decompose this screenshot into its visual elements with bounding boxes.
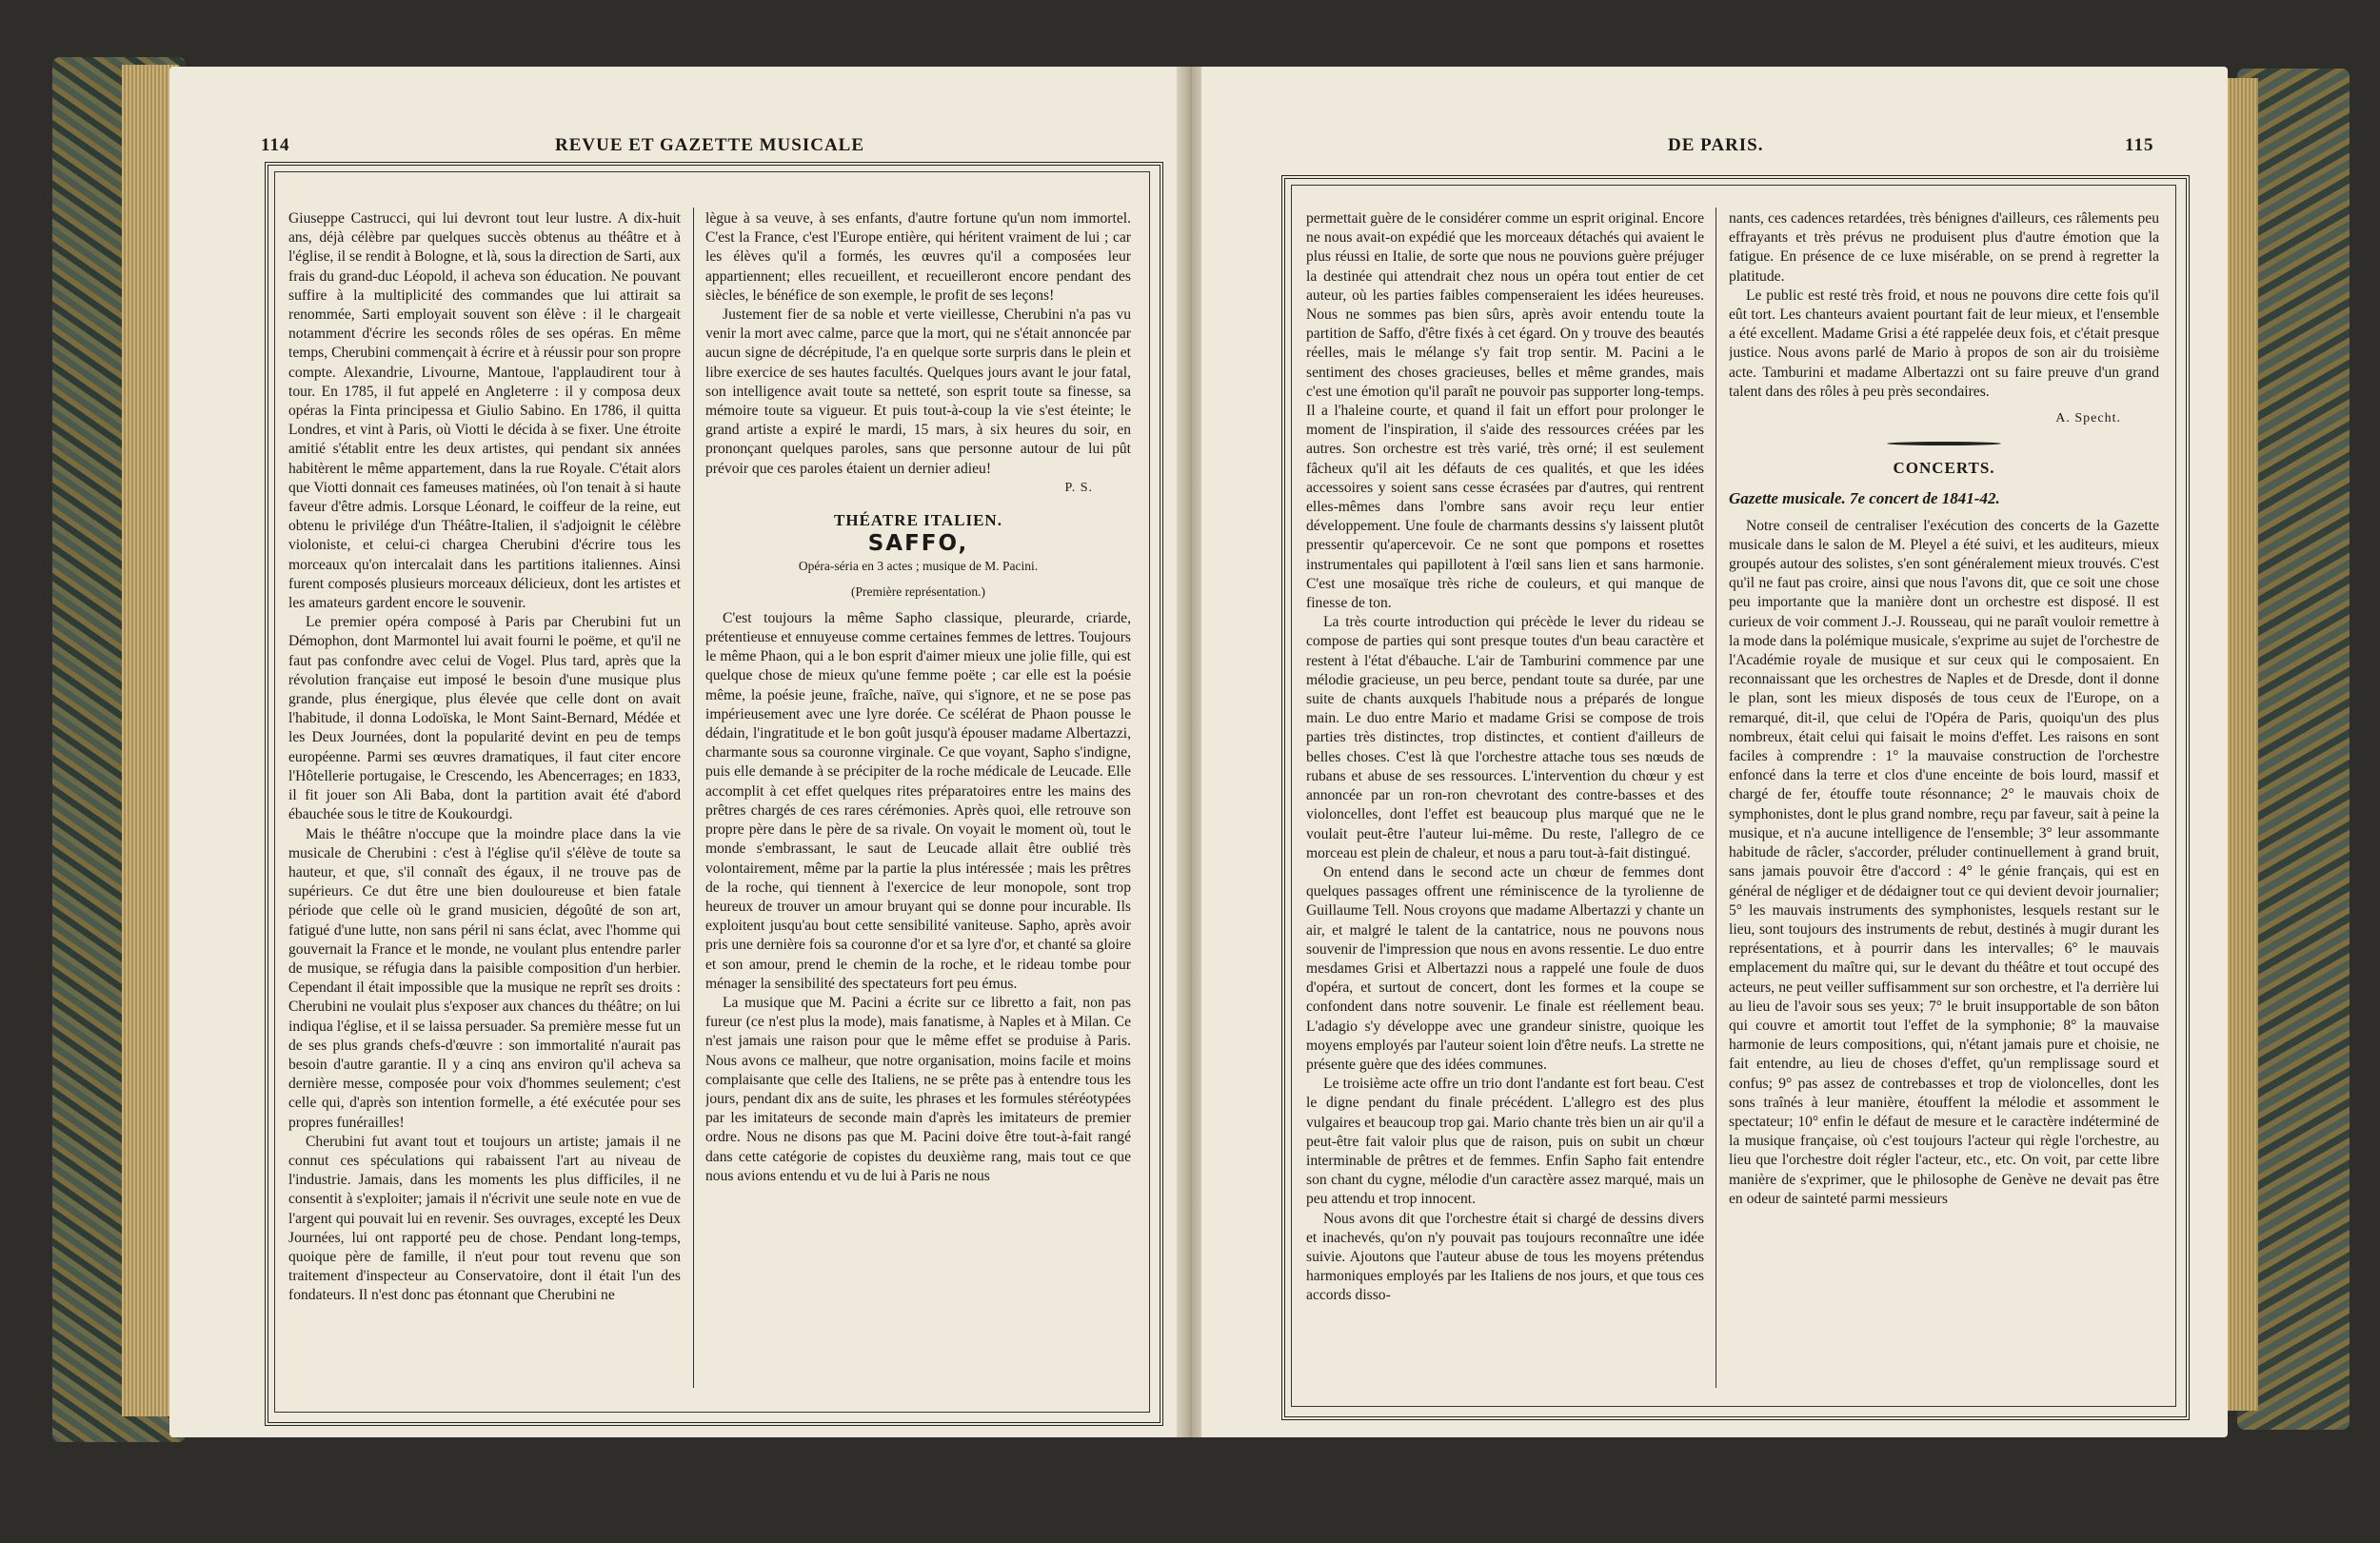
section-title: CONCERTS. (1893, 459, 1995, 478)
play-subtitle: Opéra-séria en 3 actes ; musique de M. Pacini. (798, 559, 1039, 574)
paragraph: nants, ces cadences retardées, très bénignes d'ailleurs, ces râlements peu effrayants et très prévus ne produisent plus d'autre émotion que la fatigue. En présence de ce luxe misérable, on se prend à regretter la platitude. (1729, 210, 2159, 285)
section-title: THÉATRE ITALIEN. (834, 511, 1002, 530)
right-page-number: 115 (2125, 135, 2154, 155)
play-title: SAFFO, (867, 531, 969, 557)
paragraph: Nous avons dit que l'orchestre était si chargé de dessins divers et inachevés, qu'on n'y pouvait pas toujours reconnaître une idée suivie. Ajoutons que l'auteur abuse de tous les moyens prétendus harmoniques employés par les Italiens de nos jours, et que tous ces accords disso- (1306, 1210, 1704, 1304)
paragraph: Justement fier de sa noble et verte vieillesse, Cherubini n'a pas vu venir la mort avec calme, parce que la mort, qui ne s'était annoncée par aucun signe de décrépitude, l'a en quelque sorte surpris dans le plein et libre exercice de ses hautes facultés. Quelques jours avant le jour fatal, son intelligence avait toute sa netteté, son esprit toute sa finesse, sa mémoire toute sa vigueur. Et puis tout-à-coup la vie s'est éteinte; le grand artiste a expiré le mardi, 15 mars, à six heures du soir, en prononçant quelques paroles, sans que personne autour de lui pût prévoir que ces paroles étaient un dernier adieu! (705, 307, 1131, 477)
paragraph: Le public est resté très froid, et nous ne pouvons dire cette fois qu'il eût tort. Les chanteurs avaient pourtant fait de leur mieux, et l'ensemble a été excellent. Madame Grisi a été rappelée deux fois, et c'était presque justice. Nous avons parlé de Mario à propos de son air du troisième acte. Tamburini et madame Albertazzi ont su faire preuve d'un grand talent dans des rôles à peu près secondaires. (1729, 287, 2159, 400)
paragraph: lègue à sa veuve, à ses enfants, d'autre fortune qu'un nom immortel. C'est la France, c'est l'Europe entière, qui héritent vraiment de lui ; car les élèves qu'il a formés, les œuvres qu'il a composées leur appartiennent; elles recueillent, et recueilleront encore pendant des siècles, le bénéfice de son exemple, le profit de ses leçons! (705, 210, 1131, 304)
signature: A. Specht. (2055, 411, 2121, 426)
ornament-rule (1887, 442, 2001, 445)
left-page-number: 114 (261, 135, 290, 155)
paragraph: On entend dans le second acte un chœur de femmes dont quelques passages offrent une réminiscence de la tyrolienne de Guillaume Tell. Nous croyons que madame Albertazzi y chante un air, et malgré le talent de la cantatrice, nous ne pouvons nous souvenir de l'impression que nous en avons ressentie. Le duo entre mesdames Grisi et Albertazzi nous a rappelé une foule de duos d'opéra, et surtout de concert, dont les formes et la coupe se confondent dans notre souvenir. Le finale est réellement beau. L'adagio s'y développe avec une grandeur sinistre, quoique les moyens employés par l'auteur soient loin d'être neufs. La strette ne présente guère que des idées communes. (1306, 863, 1704, 1073)
paragraph: Giuseppe Castrucci, qui lui devront tout leur lustre. A dix-huit ans, déjà célèbre par quelques succès obtenus au théâtre et à l'église, il se rendit à Bologne, et là, sous la direction de Sarti, aux frais du grand-duc Léopold, il acheva son éducation. Ne pouvant suffire à la multiplicité des commandes que lui attirait sa renommée, Sarti employait souvent son élève : il le chargeait notamment d'écrire les seconds rôles de ses opéras. En même temps, Cherubini commençait à écrire et à réussir pour son propre compte. Alexandrie, Livourne, Mantoue, l'applaudirent tour à tour. En 1785, il fut appelé en Angleterre : il y composa deux opéras la Finta principessa et Giulio Sabino. En 1786, il quitta Londres, et vint à Paris, où Viotti le décida à se fixer. Une étroite amitié s'établit entre les deux artistes, qui pendant six années habitèrent le même appartement, dans la rue Royale. C'était alors que Viotti donnait ces fameuses matinées, où l'on tenait à si haute faveur d'être admis. Lorsque Léonard, le coiffeur de la reine, eut obtenu le privilége d'un Théâtre-Italien, il s'adjoignit le célèbre violoniste, et celui-ci chargea Cherubini d'écrire tous les morceaux qu'on intercalait dans les partitions italiennes. Ainsi furent composés plusieurs morceaux délicieux, dont les artistes et les amateurs gardent encore le souvenir. (288, 210, 681, 612)
right-page (1201, 67, 2228, 1437)
left-column-rule (693, 208, 694, 1388)
left-column-1 (288, 209, 681, 1399)
paragraph: C'est toujours la même Sapho classique, pleurarde, criarde, prétentieuse et ennuyeuse comme certaines femmes de lettres. Toujours le même Phaon, qui a le bon esprit d'aimer mieux une jolie fille, qui est quelque chose de mieux qu'une femme poëte ; car elle est la poésie même, la poésie jeune, fraîche, naïve, qui s'ignore, et ne se pose pas impérieusement avec une lyre dorée. Ce scélérat de Phaon pousse le dédain, l'ingratitude et le bon goût jusqu'à épouser madame Albertazzi, charmante sous sa couronne virginale. Ce que voyant, Sapho s'indigne, puis elle demande à se précipiter de la roche médicale de Leucade. Elle accomplit à cet effet quelques rites préparatoires entre les mains des prêtres chargés de ces rares cérémonies. Après quoi, elle retrouve son propre père dans le père de sa rivale. On voyait le moment où, tout le monde s'embrassant, le saut de Leucade allait être oublié très volontairement, même par la partie la plus intéressée ; mais les prêtres de la roche, qui tiennent à l'exercice de leur monopole, sont trop heureux de trouver un amour bruyant qui se donne pour incurable. Ils exploitent jusqu'au bout cette sensibilité vaniteuse. Sapho, après avoir pris une dernière fois sa couronne d'or et sa lyre d'or, et chanté sa gloire et son amour, prend le chemin de la roche, et le rideau tombe pour ménager la sensibilité des spectateurs fort peu émus. (705, 609, 1131, 992)
paragraph: Notre conseil de centraliser l'exécution des concerts de la Gazette musicale dans le salon de M. Pleyel a été suivi, et les auditeurs, mieux groupés autour des solistes, s'en sont généralement mieux trouvés. C'est qu'il ne faut pas croire, ainsi que nous l'avons dit, que ce soit une chose peu importante que la manière dont un orchestre est disposé. Il est curieux de voir comment J.-J. Rousseau, qui ne paraît vouloir remettre à la mode dans la polémique musicale, s'exprime au sujet de l'orchestre de l'Académie royale de musique et sur ceux qui le composaient. En reconnaissant que les orchestres de Naples et de Dresde, dont il donne le plan, sont les mieux disposés de tous ceux de l'Europe, on a remarqué, dit-il, que celui de l'Opéra de Paris, quoiqu'un des plus nombreux, était celui qui faisait le moins d'effet. Les raisons en sont faciles à comprendre : 1° la mauvaise construction de l'orchestre enfoncé dans la terre et clos d'une enceinte de bois lourd, massif et chargé de fer, étouffe toute résonnance; 2° le mauvais choix de symphonistes, dont le plus grand nombre, reçu par faveur, sait à peine la musique, et n'a aucune intelligence de l'ensemble; 3° leur assommante habitude de râcler, s'accorder, préluder continuellement à grand bruit, sans jamais pouvoir être d'accord : 4° le génie français, qui est en général de négliger et de dédaigner tout ce qui devient devoir journalier; 5° les mauvais instruments des symphonistes, lesquels restant sur le lieu, sont toujours des instruments de rebut, destinés à mugir durant les représentations, et à pourrir dans les intervalles; 6° le mauvais emplacement du maître qui, sur le devant du théâtre et tout occupé des acteurs, ne peut veiller suffisamment sur son orchestre, et l'a derrière lui au lieu de l'avoir sous ses yeux; 7° le bruit insupportable de son bâton qui couvre et amortit tout l'effet de la symphonie; 8° la mauvaise harmonie de leurs compositions, qui, n'étant jamais pure et choisie, ne fait entendre, au lieu de choses d'effet, qu'un remplissage sourd et confus; 9° pas assez de contrebasses et trop de violoncelles, dont les sons traînés à leur manière, étouffent la mélodie et assomment le spectateur; 10° enfin le défaut de mesure et le caractère indéterminé de la musique française, où c'est toujours l'acteur qui règle l'orchestre, au lieu que l'orchestre doit régler l'acteur, etc., etc. On voit, par cette libre manière de s'exprimer, que le philosophe de Genève ne devait pas être en odeur de sainteté parmi messieurs (1729, 517, 2159, 1207)
gazette-heading: Gazette musicale. 7e concert de 1841-42. (1729, 489, 2000, 508)
left-column-2 (705, 209, 1131, 1399)
paragraph: Cherubini fut avant tout et toujours un artiste; jamais il ne connut ces spéculations qui rabaissent l'art au niveau de l'industrie. Jamais, dans les moments les plus difficiles, il ne consentit à s'exploiter; jamais il n'écrivit une seule note en vue de l'argent qui pouvait lui en revenir. Ses ouvrages, excepté les Deux Journées, lui ont rapporté peu de chose. Pendant long-temps, quoique père de famille, il n'eut pour tout revenu que son traitement d'inspecteur au Conservatoire, dont il était l'un des fondateurs. Il n'est donc pas étonnant que Cherubini ne (288, 1133, 681, 1304)
left-page (169, 67, 1180, 1437)
right-column-2 (1729, 209, 2159, 1399)
paragraph: permettait guère de le considérer comme un esprit original. Encore ne nous avait-on expédié que les morceaux détachés qui avaient le plus réussi en Italie, de sorte que nous ne pouvions guère préjuger la destinée qui attendrait chez nous un opéra tout entier de cet auteur, où les parties faibles compenseraient les idées heureuses. Nous ne sommes pas bien sûrs, après avoir entendu toute la partition de Saffo, d'être fixés à cet égard. On y trouve des beautés réelles, mais le mélange s'y fait trop sentir. M. Pacini a le sentiment des choses gracieuses, belles et même grandes, mais c'est une émotion qu'il paraît ne pouvoir pas supporter long-temps. Il a l'haleine courte, et quand il fait un effort pour prolonger le moment de l'inspiration, il s'aide des ressources créées par les autres. Son orchestre est très varié, très orné; il est seulement fâcheux qu'il ait les défauts de ces qualités, et que les idées accessoires y soient sans cesse écrasées par d'autres, qui rentrent elles-mêmes dans l'ombre sans avoir reçu leur entier développement. Une foule de charmants dessins s'y laissent plutôt pressentir qu'apercevoir. Ce ne sont que pompons et rosettes instrumentales qui papillotent à l'œil sans lien et sans harmonie. C'est une mosaïque très riche de couleurs, et qui manque de finesse de ton. (1306, 210, 1704, 612)
left-running-head: REVUE ET GAZETTE MUSICALE (555, 135, 865, 155)
right-column-1 (1306, 209, 1704, 1399)
right-running-head: DE PARIS. (1668, 135, 1764, 155)
paragraph: La très courte introduction qui précède le lever du rideau se compose de parties qui sont presque toutes d'un beau caractère et restent à l'état d'ébauche. L'air de Tamburini commence par une mélodie gracieuse, un peu berce, pendant toute sa durée, par une suite de chants auxquels l'habitude nous a préparés de longue main. Le duo entre Mario et madame Grisi se compose de trois parties très distinctes, trop distinctes, et contient d'ailleurs de belles choses. C'est là que l'orchestre attache tous ses nœuds de rubans et abuse de ses ressources. L'intervention du chœur y est annoncée par un ron-ron chevrotant des contre-basses et des violoncelles, dont l'effet est beaucoup plus marqué que ne le voulait peut-être l'auteur lui-même. Du reste, l'allegro de ce morceau est plein de chaleur, et nous a paru tout-à-fait distingué. (1306, 614, 1704, 861)
paragraph: Le troisième acte offre un trio dont l'andante est fort beau. C'est le digne pendant du finale précédent. L'allegro est des plus vulgaires et beaucoup trop gai. Mario chante très bien un air qu'il a peut-être fait valoir plus que de raison, puis on subit un chœur interminable de prêtres et de femmes. Enfin Sapho fait entendre son chant du cygne, mélodie d'un caractère assez marqué, mais un peu attendu et trop innocent. (1306, 1076, 1704, 1208)
play-subtitle-2: (Première représentation.) (851, 584, 985, 599)
signature: P. S. (1064, 480, 1093, 495)
paragraph: La musique que M. Pacini a écrite sur ce libretto a fait, non pas fureur (ce n'est plus la mode), mais fanatisme, à Naples et à Milan. Ce n'est jamais une raison pour que le même effet se produise à Paris. Nous avons ce malheur, que notre organisation, moins facile et moins complaisante que celle des Italiens, ne se prête pas à entendre tous les jours, pendant dix ans de suite, les phrases et les formules stéréotypées par les imitateurs de seconde main d'après les imitateurs de premier ordre. Nous ne disons pas que M. Pacini doive être tout-à-fait rangé dans cette catégorie de copistes du deuxième rang, mais tout ce que nous avions entendu et vu de lui à Paris ne nous (705, 994, 1131, 1184)
paragraph: Mais le théâtre n'occupe que la moindre place dans la vie musicale de Cherubini : c'est à l'église qu'il s'élève de toute sa hauteur, et que, s'il connaît des égaux, il ne trouve pas de supérieurs. Ce dut être une bien douloureuse et bien fatale période que celle où le grand musicien, dégoûté de son art, fatigué d'une lutte, non sans péril ni sans éclat, avec l'homme qui gouvernait la France et le monde, ne voulant plus entendre parler de musique, se réfugia dans la paisible composition d'un herbier. Cependant il était impossible que la musique ne reprît ses droits : Cherubini ne voulait plus s'exposer aux chances du théâtre; on lui indiqua l'église, et il se laissa persuader. Sa première messe fut un de ses plus grands chefs-d'œuvre : son immortalité n'aurait pas besoin d'autre garantie. Il y a cinq ans environ qu'il acheva sa dernière messe, composée pour voix d'hommes seulement; c'est celle qui, d'après son intention formelle, a été exécutée pour ses propres funérailles! (288, 825, 681, 1131)
paragraph: Le premier opéra composé à Paris par Cherubini fut un Démophon, dont Marmontel lui avait fourni le poëme, et qu'il ne faut pas confondre avec celui de Vogel. Plus tard, après que la révolution française eut imposé le besoin d'une musique plus grande, plus énergique, plus élevée que celle dont on avait l'habitude, il donna Lodoïska, le Mont Saint-Bernard, Médée et les Deux Journées, dont la popularité devint en peu de temps européenne. Parmi ses œuvres dramatiques, il faut citer encore l'Hôtellerie portugaise, le Crescendo, les Abencerrages; en 1833, il fit jouer son Ali Baba, dont la partition avait été d'abord ébauchée sous le titre de Koukourdgi. (288, 614, 681, 823)
